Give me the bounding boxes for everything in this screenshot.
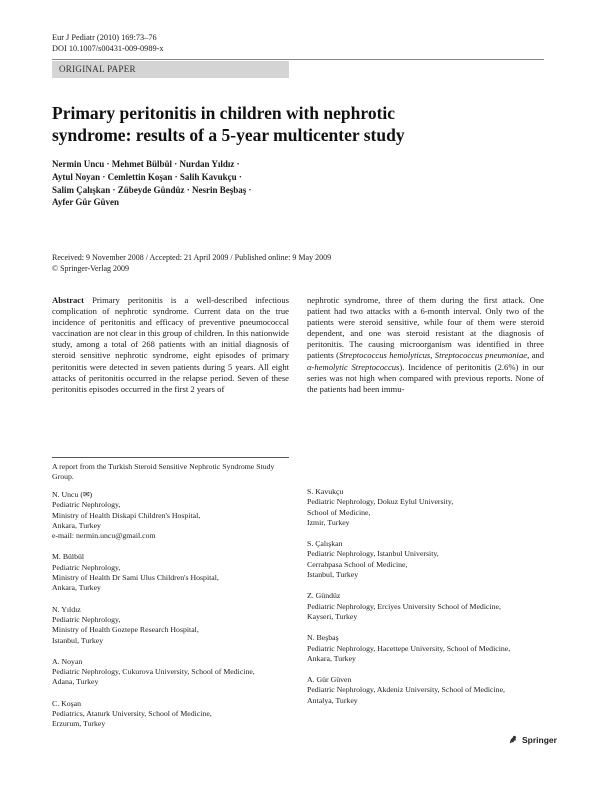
publication-dates <box>52 252 452 274</box>
doi: DOI 10.1007/s00431-009-0989-x <box>52 44 164 53</box>
abstract-left-column <box>52 295 289 395</box>
affiliation-line: Istanbul, Turkey <box>307 570 359 580</box>
affiliation-line: Pediatric Nephrology, <box>52 562 121 572</box>
affiliation-line: Pediatric Nephrology, <box>52 500 121 510</box>
affiliation-line: Pediatric Nephrology, Erciyes University School of Medicine, <box>307 601 501 611</box>
affiliation-block <box>307 539 544 580</box>
author-line: Salim Çalışkan · Zübeyde Gündüz · Nesrin Beşbaş · <box>52 184 252 195</box>
study-group-footnote: A report from the Turkish Steroid Sensitive Nephrotic Syndrome Study Group. <box>52 462 275 482</box>
affiliation-block <box>52 699 289 730</box>
footnote-rule <box>52 457 289 458</box>
date-history: Received: 9 November 2008 / Accepted: 21 April 2009 / Published online: 9 May 2009 <box>52 253 332 262</box>
affiliation-line: Adana, Turkey <box>52 677 99 687</box>
title-line-2: syndrome: results of a 5-year multicenter study <box>52 125 405 145</box>
affiliation-block <box>307 487 544 528</box>
journal-citation: Eur J Pediatr (2010) 169:73–76 <box>52 33 157 42</box>
affiliation-line: Pediatric Nephrology, Istanbul University, <box>307 549 439 559</box>
affiliation-line: Ankara, Turkey <box>52 583 101 593</box>
affiliations-right <box>307 487 544 706</box>
organism-1: Streptococcus hemolyticus <box>338 350 431 361</box>
affiliation-block <box>52 605 289 646</box>
author-line: Aytul Noyan · Cemlettin Koşan · Salih Kavukçu · <box>52 171 242 182</box>
journal-header <box>52 32 164 54</box>
affiliation-line: Cerrahpasa School of Medicine, <box>307 559 408 569</box>
publisher-name: Springer <box>522 734 557 745</box>
affiliation-block <box>307 675 544 706</box>
affiliation-line: Pediatric Nephrology, Dokuz Eylul University, <box>307 497 454 507</box>
affiliation-author: N. Uncu (✉) <box>52 490 93 499</box>
affiliation-line: Ankara, Turkey <box>307 653 356 663</box>
affiliation-author: N. Yıldız <box>52 604 81 614</box>
affiliation-author: Z. Gündüz <box>307 591 341 601</box>
affiliation-line: Kayseri, Turkey <box>307 611 358 621</box>
organism-2: Streptococcus pneumoniae <box>434 350 528 361</box>
affiliation-line: Pediatric Nephrology, Cukurova University, School of Medicine, <box>52 667 255 677</box>
affiliation-line: Ministry of Health Diskapi Children's Hospital, <box>52 510 201 520</box>
affiliation-line: Ankara, Turkey <box>52 520 101 530</box>
affiliation-author: C. Koşan <box>52 698 82 708</box>
abstract-heading: Abstract <box>52 295 84 305</box>
affiliation-author: A. Noyan <box>52 656 83 666</box>
publisher-logo <box>508 734 557 745</box>
springer-horse-icon <box>508 734 519 745</box>
affiliation-line: Izmir, Turkey <box>307 517 350 527</box>
affiliation-line: Istanbul, Turkey <box>52 635 104 645</box>
affiliation-line: Pediatrics, Ataturk University, School of Medicine, <box>52 709 212 719</box>
separator: , and <box>527 350 544 361</box>
affiliation-block <box>52 552 289 593</box>
header-rule <box>52 59 544 60</box>
section-label: ORIGINAL PAPER <box>52 61 289 78</box>
affiliation-line: Pediatric Nephrology, Akdeniz University, School of Medicine, <box>307 685 505 695</box>
organism-3: α-hemolytic Streptococcus <box>307 361 400 372</box>
affiliation-block <box>307 591 544 622</box>
affiliation-author: S. Kavukçu <box>307 487 344 496</box>
author-line: Ayfer Gür Güven <box>52 197 119 208</box>
abstract-text-right: nephrotic syndrome, three of them during the first attack. One patient had two attacks with a 6-month interval. Only two of the patients were steroid sensitive, while four of them were steroid dependent, and one was steroid resistant at the diagnosis of peritonitis. The causing microorganism was identified in three patients ( <box>307 295 544 361</box>
affiliation-author: N. Beşbaş <box>307 633 339 643</box>
separator: , <box>430 350 435 361</box>
author-line: Nermin Uncu · Mehmet Bülbül · Nurdan Yıldız · <box>52 159 240 169</box>
author-list <box>52 158 352 209</box>
affiliation-block <box>307 633 544 664</box>
title-line-1: Primary peritonitis in children with nephrotic <box>52 103 396 123</box>
abstract-text-right-end: ). Incidence of peritonitis (2.6%) in our series was not high when compared with previous reports. None of the patients had been immu- <box>307 361 544 394</box>
affiliations-left <box>52 490 289 730</box>
affiliation-line: Pediatric Nephrology, <box>52 614 121 624</box>
affiliation-line: School of Medicine, <box>307 507 371 517</box>
affiliation-line: Pediatric Nephrology, Hacettepe University, School of Medicine, <box>307 643 511 653</box>
affiliation-line: e-mail: nermin.uncu@gmail.com <box>52 531 156 541</box>
affiliation-block <box>52 490 289 541</box>
abstract-right-column <box>307 295 544 395</box>
affiliation-line: Antalya, Turkey <box>307 695 358 705</box>
copyright: © Springer-Verlag 2009 <box>52 264 130 273</box>
affiliation-line: Ministry of Health Dr Sami Ulus Children's Hospital, <box>52 573 219 583</box>
affiliation-line: Erzurum, Turkey <box>52 719 106 729</box>
article-title <box>52 102 492 146</box>
affiliation-author: S. Çalışkan <box>307 539 343 549</box>
affiliation-author: A. Gür Güven <box>307 675 352 685</box>
affiliation-line: Ministry of Health Goztepe Research Hospital, <box>52 625 199 635</box>
affiliation-block <box>52 657 289 688</box>
affiliation-author: M. Bülbül <box>52 552 85 562</box>
abstract-text-left: Primary peritonitis is a well-described infectious complication of nephrotic syndrome. Current data on the true incidence of peritonitis and efficacy of preventive pneumococcal vaccination are not clear in this group of children. In this nationwide study, among a total of 268 patients with an initial diagnosis of steroid sensitive nephrotic syndrome, eight episodes of primary peritonitis were detected in seven patients during 5 years. All eight attacks of peritonitis occurred in the relapse period. Seven of these peritonitis episodes occurred in the first 2 years of <box>52 295 289 394</box>
